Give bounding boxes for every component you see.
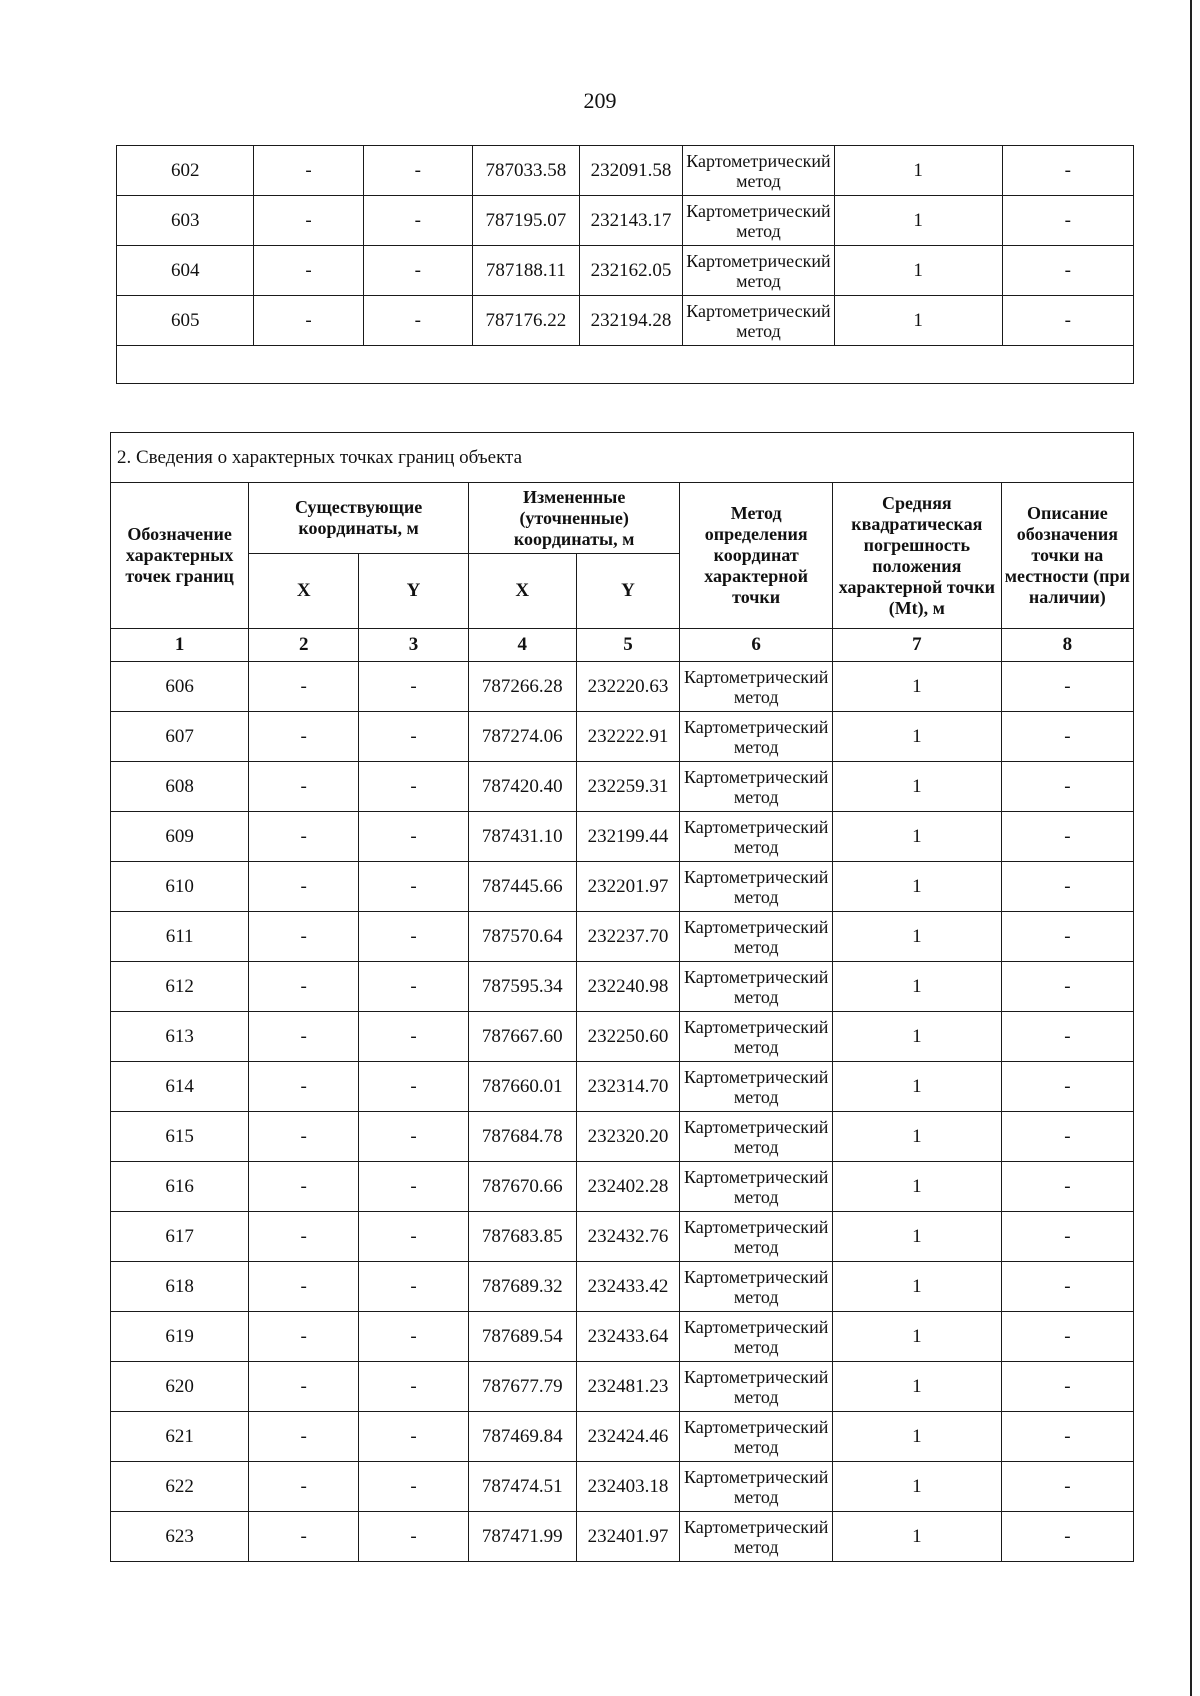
table-caption: 2. Сведения о характерных точках границ объекта xyxy=(111,433,1134,483)
cell-method: Картометрический метод xyxy=(683,246,835,296)
column-number: 7 xyxy=(832,629,1001,662)
cell-method: Картометрический метод xyxy=(680,1212,833,1262)
cell-y: 232432.76 xyxy=(576,1212,680,1262)
cell-mean-error: 1 xyxy=(832,712,1001,762)
cell-existing-y: - xyxy=(359,1312,469,1362)
cell-y: 232091.58 xyxy=(579,146,682,196)
cell-y: 232220.63 xyxy=(576,662,680,712)
table-row xyxy=(117,246,1134,296)
cell-existing-y: - xyxy=(363,146,472,196)
table-row xyxy=(111,712,1134,762)
cell-y: 232433.42 xyxy=(576,1262,680,1312)
cell-existing-x: - xyxy=(249,712,359,762)
blank-row xyxy=(117,346,1134,384)
cell-x: 787176.22 xyxy=(472,296,579,346)
cell-x: 787266.28 xyxy=(468,662,576,712)
table-row xyxy=(111,862,1134,912)
cell-point-number: 623 xyxy=(111,1512,249,1562)
header-point-designation: Обозначение характерных точек границ xyxy=(111,483,249,629)
cell-y: 232237.70 xyxy=(576,912,680,962)
cell-existing-x: - xyxy=(249,1162,359,1212)
cell-mean-error: 1 xyxy=(834,146,1002,196)
cell-existing-y: - xyxy=(359,812,469,862)
cell-existing-x: - xyxy=(249,662,359,712)
cell-point-number: 610 xyxy=(111,862,249,912)
cell-description: - xyxy=(1002,146,1133,196)
cell-method: Картометрический метод xyxy=(683,196,835,246)
cell-method: Картометрический метод xyxy=(680,962,833,1012)
cell-method: Картометрический метод xyxy=(680,1062,833,1112)
column-number: 3 xyxy=(359,629,469,662)
cell-existing-x: - xyxy=(254,196,363,246)
cell-existing-y: - xyxy=(359,862,469,912)
cell-point-number: 620 xyxy=(111,1362,249,1412)
cell-description: - xyxy=(1001,712,1133,762)
cell-description: - xyxy=(1002,246,1133,296)
cell-existing-x: - xyxy=(249,762,359,812)
page-number: 209 xyxy=(583,88,617,113)
column-number: 2 xyxy=(249,629,359,662)
cell-existing-x: - xyxy=(249,1212,359,1262)
cell-method: Картометрический метод xyxy=(680,1362,833,1412)
cell-existing-y: - xyxy=(363,196,472,246)
table-row xyxy=(111,962,1134,1012)
cell-x: 787469.84 xyxy=(468,1412,576,1462)
cell-point-number: 608 xyxy=(111,762,249,812)
cell-description: - xyxy=(1001,1312,1133,1362)
cell-existing-x: - xyxy=(249,862,359,912)
header-method: Метод определения координат характерной точки xyxy=(680,483,833,629)
cell-description: - xyxy=(1001,1212,1133,1262)
cell-mean-error: 1 xyxy=(832,1462,1001,1512)
cell-mean-error: 1 xyxy=(832,862,1001,912)
cell-y: 232401.97 xyxy=(576,1512,680,1562)
cell-mean-error: 1 xyxy=(834,246,1002,296)
cell-existing-y: - xyxy=(359,1262,469,1312)
cell-x: 787033.58 xyxy=(472,146,579,196)
cell-description: - xyxy=(1001,1012,1133,1062)
cell-method: Картометрический метод xyxy=(680,1412,833,1462)
table-row xyxy=(111,1312,1134,1362)
cell-description: - xyxy=(1001,1162,1133,1212)
cell-existing-x: - xyxy=(249,1512,359,1562)
table-row xyxy=(111,1062,1134,1112)
header-existing-coordinates: Существующие координаты, м xyxy=(249,483,469,554)
margin-rule xyxy=(1190,0,1192,1696)
cell-existing-x: - xyxy=(249,1112,359,1162)
cell-method: Картометрический метод xyxy=(680,712,833,762)
cell-description: - xyxy=(1001,1062,1133,1112)
cell-y: 232481.23 xyxy=(576,1362,680,1412)
cell-mean-error: 1 xyxy=(832,962,1001,1012)
cell-mean-error: 1 xyxy=(834,196,1002,246)
cell-mean-error: 1 xyxy=(832,762,1001,812)
cell-point-number: 619 xyxy=(111,1312,249,1362)
cell-y: 232250.60 xyxy=(576,1012,680,1062)
cell-x: 787689.54 xyxy=(468,1312,576,1362)
cell-method: Картометрический метод xyxy=(680,662,833,712)
cell-x: 787684.78 xyxy=(468,1112,576,1162)
table-row xyxy=(111,662,1134,712)
cell-description: - xyxy=(1001,862,1133,912)
column-number: 8 xyxy=(1001,629,1133,662)
cell-method: Картометрический метод xyxy=(680,1312,833,1362)
cell-existing-y: - xyxy=(363,246,472,296)
cell-method: Картометрический метод xyxy=(680,1012,833,1062)
cell-existing-x: - xyxy=(249,1362,359,1412)
cell-x: 787570.64 xyxy=(468,912,576,962)
header-description: Описание обозначения точки на местности (при наличии) xyxy=(1001,483,1133,629)
cell-existing-y: - xyxy=(359,1362,469,1412)
blank-cell xyxy=(117,346,1134,384)
cell-existing-x: - xyxy=(249,1262,359,1312)
header-changed-y: Y xyxy=(576,554,680,629)
cell-mean-error: 1 xyxy=(832,812,1001,862)
cell-existing-y: - xyxy=(359,912,469,962)
cell-mean-error: 1 xyxy=(832,1312,1001,1362)
cell-existing-x: - xyxy=(249,962,359,1012)
cell-point-number: 606 xyxy=(111,662,249,712)
cell-mean-error: 1 xyxy=(832,1412,1001,1462)
cell-point-number: 605 xyxy=(117,296,254,346)
cell-point-number: 615 xyxy=(111,1112,249,1162)
column-number: 6 xyxy=(680,629,833,662)
cell-method: Картометрический метод xyxy=(683,146,835,196)
top-coordinates-table xyxy=(116,145,1134,384)
cell-description: - xyxy=(1002,296,1133,346)
cell-point-number: 612 xyxy=(111,962,249,1012)
cell-point-number: 618 xyxy=(111,1262,249,1312)
table-row xyxy=(111,1362,1134,1412)
cell-description: - xyxy=(1001,1112,1133,1162)
cell-existing-y: - xyxy=(359,1012,469,1062)
cell-mean-error: 1 xyxy=(832,1212,1001,1262)
table-row xyxy=(117,296,1134,346)
cell-point-number: 611 xyxy=(111,912,249,962)
cell-point-number: 602 xyxy=(117,146,254,196)
cell-existing-x: - xyxy=(249,1062,359,1112)
cell-mean-error: 1 xyxy=(832,1262,1001,1312)
table-row xyxy=(111,1162,1134,1212)
column-number: 1 xyxy=(111,629,249,662)
cell-y: 232403.18 xyxy=(576,1462,680,1512)
cell-method: Картометрический метод xyxy=(680,1512,833,1562)
table-row xyxy=(111,762,1134,812)
cell-mean-error: 1 xyxy=(832,1162,1001,1212)
boundary-points-table xyxy=(110,432,1134,1562)
table-row xyxy=(111,1212,1134,1262)
cell-method: Картометрический метод xyxy=(680,812,833,862)
cell-x: 787677.79 xyxy=(468,1362,576,1412)
table-row xyxy=(111,1012,1134,1062)
main-table-body xyxy=(111,662,1134,1562)
cell-existing-x: - xyxy=(249,912,359,962)
cell-point-number: 617 xyxy=(111,1212,249,1262)
cell-y: 232162.05 xyxy=(579,246,682,296)
cell-x: 787689.32 xyxy=(468,1262,576,1312)
cell-existing-y: - xyxy=(359,1162,469,1212)
cell-existing-x: - xyxy=(249,1412,359,1462)
cell-point-number: 616 xyxy=(111,1162,249,1212)
cell-point-number: 603 xyxy=(117,196,254,246)
cell-description: - xyxy=(1001,1462,1133,1512)
cell-mean-error: 1 xyxy=(832,1512,1001,1562)
cell-existing-y: - xyxy=(359,1462,469,1512)
cell-existing-y: - xyxy=(363,296,472,346)
cell-point-number: 621 xyxy=(111,1412,249,1462)
cell-mean-error: 1 xyxy=(834,296,1002,346)
table-row xyxy=(111,1112,1134,1162)
table-row xyxy=(117,146,1134,196)
column-number: 5 xyxy=(576,629,680,662)
cell-existing-x: - xyxy=(249,1462,359,1512)
cell-description: - xyxy=(1001,662,1133,712)
cell-existing-x: - xyxy=(249,1012,359,1062)
header-mean-error: Средняя квадратическая погрешность положения характерной точки (Mt), м xyxy=(832,483,1001,629)
cell-mean-error: 1 xyxy=(832,662,1001,712)
cell-y: 232320.20 xyxy=(576,1112,680,1162)
table-row xyxy=(111,812,1134,862)
cell-x: 787188.11 xyxy=(472,246,579,296)
cell-x: 787431.10 xyxy=(468,812,576,862)
cell-x: 787471.99 xyxy=(468,1512,576,1562)
cell-existing-y: - xyxy=(359,662,469,712)
header-changed-x: X xyxy=(468,554,576,629)
table-row xyxy=(111,1262,1134,1312)
cell-existing-x: - xyxy=(249,1312,359,1362)
cell-method: Картометрический метод xyxy=(680,762,833,812)
cell-x: 787195.07 xyxy=(472,196,579,246)
cell-y: 232259.31 xyxy=(576,762,680,812)
cell-existing-y: - xyxy=(359,1512,469,1562)
cell-x: 787445.66 xyxy=(468,862,576,912)
cell-existing-y: - xyxy=(359,1412,469,1462)
cell-method: Картометрический метод xyxy=(680,912,833,962)
header-existing-x: X xyxy=(249,554,359,629)
cell-method: Картометрический метод xyxy=(683,296,835,346)
cell-description: - xyxy=(1001,812,1133,862)
cell-x: 787595.34 xyxy=(468,962,576,1012)
table-row xyxy=(111,1512,1134,1562)
cell-x: 787420.40 xyxy=(468,762,576,812)
cell-x: 787670.66 xyxy=(468,1162,576,1212)
cell-method: Картометрический метод xyxy=(680,1112,833,1162)
cell-description: - xyxy=(1001,962,1133,1012)
cell-y: 232222.91 xyxy=(576,712,680,762)
cell-description: - xyxy=(1002,196,1133,246)
table-row xyxy=(111,912,1134,962)
cell-y: 232194.28 xyxy=(579,296,682,346)
cell-point-number: 622 xyxy=(111,1462,249,1512)
cell-point-number: 613 xyxy=(111,1012,249,1062)
cell-x: 787667.60 xyxy=(468,1012,576,1062)
cell-existing-y: - xyxy=(359,712,469,762)
cell-mean-error: 1 xyxy=(832,1062,1001,1112)
cell-x: 787660.01 xyxy=(468,1062,576,1112)
cell-x: 787274.06 xyxy=(468,712,576,762)
cell-y: 232402.28 xyxy=(576,1162,680,1212)
cell-y: 232424.46 xyxy=(576,1412,680,1462)
cell-existing-y: - xyxy=(359,1112,469,1162)
top-table-body xyxy=(117,146,1134,384)
cell-existing-x: - xyxy=(254,296,363,346)
cell-existing-y: - xyxy=(359,1062,469,1112)
cell-description: - xyxy=(1001,912,1133,962)
cell-point-number: 614 xyxy=(111,1062,249,1112)
cell-existing-x: - xyxy=(254,146,363,196)
cell-mean-error: 1 xyxy=(832,1012,1001,1062)
cell-method: Картометрический метод xyxy=(680,1162,833,1212)
cell-description: - xyxy=(1001,1412,1133,1462)
cell-mean-error: 1 xyxy=(832,912,1001,962)
cell-point-number: 604 xyxy=(117,246,254,296)
cell-point-number: 609 xyxy=(111,812,249,862)
cell-description: - xyxy=(1001,1512,1133,1562)
header-changed-coordinates: Измененные (уточненные) координаты, м xyxy=(468,483,680,554)
cell-description: - xyxy=(1001,1262,1133,1312)
cell-method: Картометрический метод xyxy=(680,862,833,912)
cell-y: 232433.64 xyxy=(576,1312,680,1362)
cell-existing-x: - xyxy=(254,246,363,296)
cell-point-number: 607 xyxy=(111,712,249,762)
table-row xyxy=(117,196,1134,246)
cell-method: Картометрический метод xyxy=(680,1262,833,1312)
column-number: 4 xyxy=(468,629,576,662)
cell-description: - xyxy=(1001,762,1133,812)
table-row xyxy=(111,1462,1134,1512)
cell-existing-y: - xyxy=(359,762,469,812)
table-row xyxy=(111,1412,1134,1462)
cell-existing-y: - xyxy=(359,962,469,1012)
cell-x: 787683.85 xyxy=(468,1212,576,1262)
cell-y: 232143.17 xyxy=(579,196,682,246)
cell-y: 232201.97 xyxy=(576,862,680,912)
cell-description: - xyxy=(1001,1362,1133,1412)
cell-x: 787474.51 xyxy=(468,1462,576,1512)
header-existing-y: Y xyxy=(359,554,469,629)
cell-y: 232314.70 xyxy=(576,1062,680,1112)
cell-y: 232199.44 xyxy=(576,812,680,862)
cell-existing-y: - xyxy=(359,1212,469,1262)
cell-mean-error: 1 xyxy=(832,1362,1001,1412)
cell-y: 232240.98 xyxy=(576,962,680,1012)
cell-existing-x: - xyxy=(249,812,359,862)
cell-method: Картометрический метод xyxy=(680,1462,833,1512)
cell-mean-error: 1 xyxy=(832,1112,1001,1162)
